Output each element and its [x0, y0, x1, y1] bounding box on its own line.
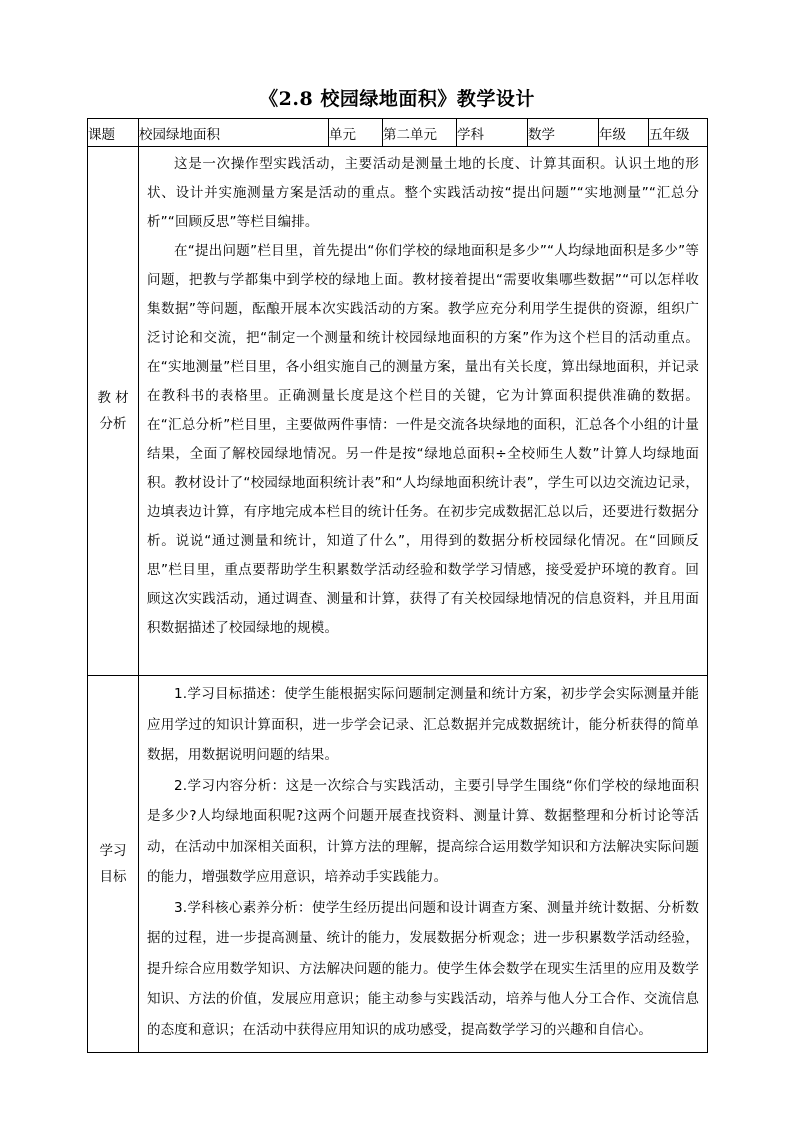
analysis-content [139, 147, 708, 676]
analysis-label-line2: 分析 [99, 416, 127, 432]
subject-label: 学科 [457, 119, 528, 147]
objectives-content [139, 676, 708, 1053]
page-title: 《2.8 校园绿地面积》教学设计 [259, 88, 535, 110]
analysis-label [88, 147, 139, 676]
grade-label: 年级 [599, 119, 649, 147]
grade-value: 五年级 [649, 119, 708, 147]
objective-paragraph: 1.学习目标描述：使学生能根据实际问题制定测量和统计方案，初步学会实际测量并能应用学过的知识计算面积，进一步学会记录、汇总数据并完成数据统计，能分析获得的简单数据，用数据说明问题的结果。 [147, 686, 699, 763]
objective-paragraph: 3.学科核心素养分析：使学生经历提出问题和设计调查方案、测量并统计数据、分析数据的过程，进一步提高测量、统计的能力，发展数据分析观念；进一步积累数学活动经验，提升综合应用数学知识、方法解决问题的能力。使学生体会数学在现实生活里的应用及数学知识、方法的价值，发展应用意识；能主动参与实践活动，培养与他人分工合作、交流信息的态度和意识；在活动中获得应用知识的成功感受，提高数学学习的兴趣和自信心。 [147, 899, 699, 1038]
analysis-label-line1: 教 材 [97, 390, 129, 406]
analysis-paragraph: 在“提出问题”栏目里，首先提出“你们学校的绿地面积是多少”“人均绿地面积是多少”等问题，把教与学都集中到学校的绿地上面。教材接着提出“需要收集哪些数据”“可以怎样收集数据”等问题，酝酿开展本次实践活动的方案。教学应充分利用学生提供的资源，组织广泛讨论和交流，把“制定一个测量和统计校园绿地面积的方案”作为这个栏目的活动重点。在“实地测量”栏目里，各小组实施自己的测量方案，量出有关长度，算出绿地面积，并记录在教科书的表格里。正确测量长度是这个栏目的关键，它为计算面积提供准确的数据。在“汇总分析”栏目里，主要做两件事情：一件是交流各块绿地的面积，汇总各个小组的计量结果，全面了解校园绿地情况。另一件是按“绿地总面积÷全校师生人数”计算人均绿地面积。教材设计了“校园绿地面积统计表”和“人均绿地面积统计表”，学生可以边交流边记录，边填表边计算，有序地完成本栏目的统计任务。在初步完成数据汇总以后，还要进行数据分析。说说“通过测量和统计，知道了什么”，用得到的数据分析校园绿化情况。在“回顾反思”栏目里，重点要帮助学生积累数学活动经验和数学学习情感，接受爱护环境的教育。回顾这次实践活动，通过调查、测量和计算，获得了有关校园绿地情况的信息资料，并且用面积数据描述了校园绿地的规模。 [147, 243, 699, 636]
unit-value: 第二单元 [383, 119, 457, 147]
objectives-label-line1: 学习 [99, 843, 127, 859]
unit-label: 单元 [329, 119, 383, 147]
objectives-label-line2: 目标 [99, 869, 127, 885]
analysis-paragraph: 这是一次操作型实践活动，主要活动是测量土地的长度、计算其面积。认识土地的形状、设计并实施测量方案是活动的重点。整个实践活动按“提出问题”“实地测量”“汇总分析”“回顾反思”等栏目编排。 [147, 156, 699, 230]
lesson-design-table [87, 118, 708, 1053]
topic-value: 校园绿地面积 [139, 119, 329, 147]
objectives-row [88, 676, 708, 1053]
header-row [88, 119, 708, 147]
topic-label: 课题 [88, 119, 139, 147]
analysis-row [88, 147, 708, 676]
objective-paragraph: 2.学习内容分析：这是一次综合与实践活动，主要引导学生围绕“你们学校的绿地面积是多少?人均绿地面积呢?这两个问题开展查找资料、测量计算、数据整理和分析讨论等活动，在活动中加深相关面积，计算方法的理解，提高综合运用数学知识和方法解决实际问题的能力，增强数学应用意识，培养动手实践能力。 [147, 777, 699, 885]
subject-value: 数学 [528, 119, 599, 147]
objectives-label [88, 676, 139, 1053]
